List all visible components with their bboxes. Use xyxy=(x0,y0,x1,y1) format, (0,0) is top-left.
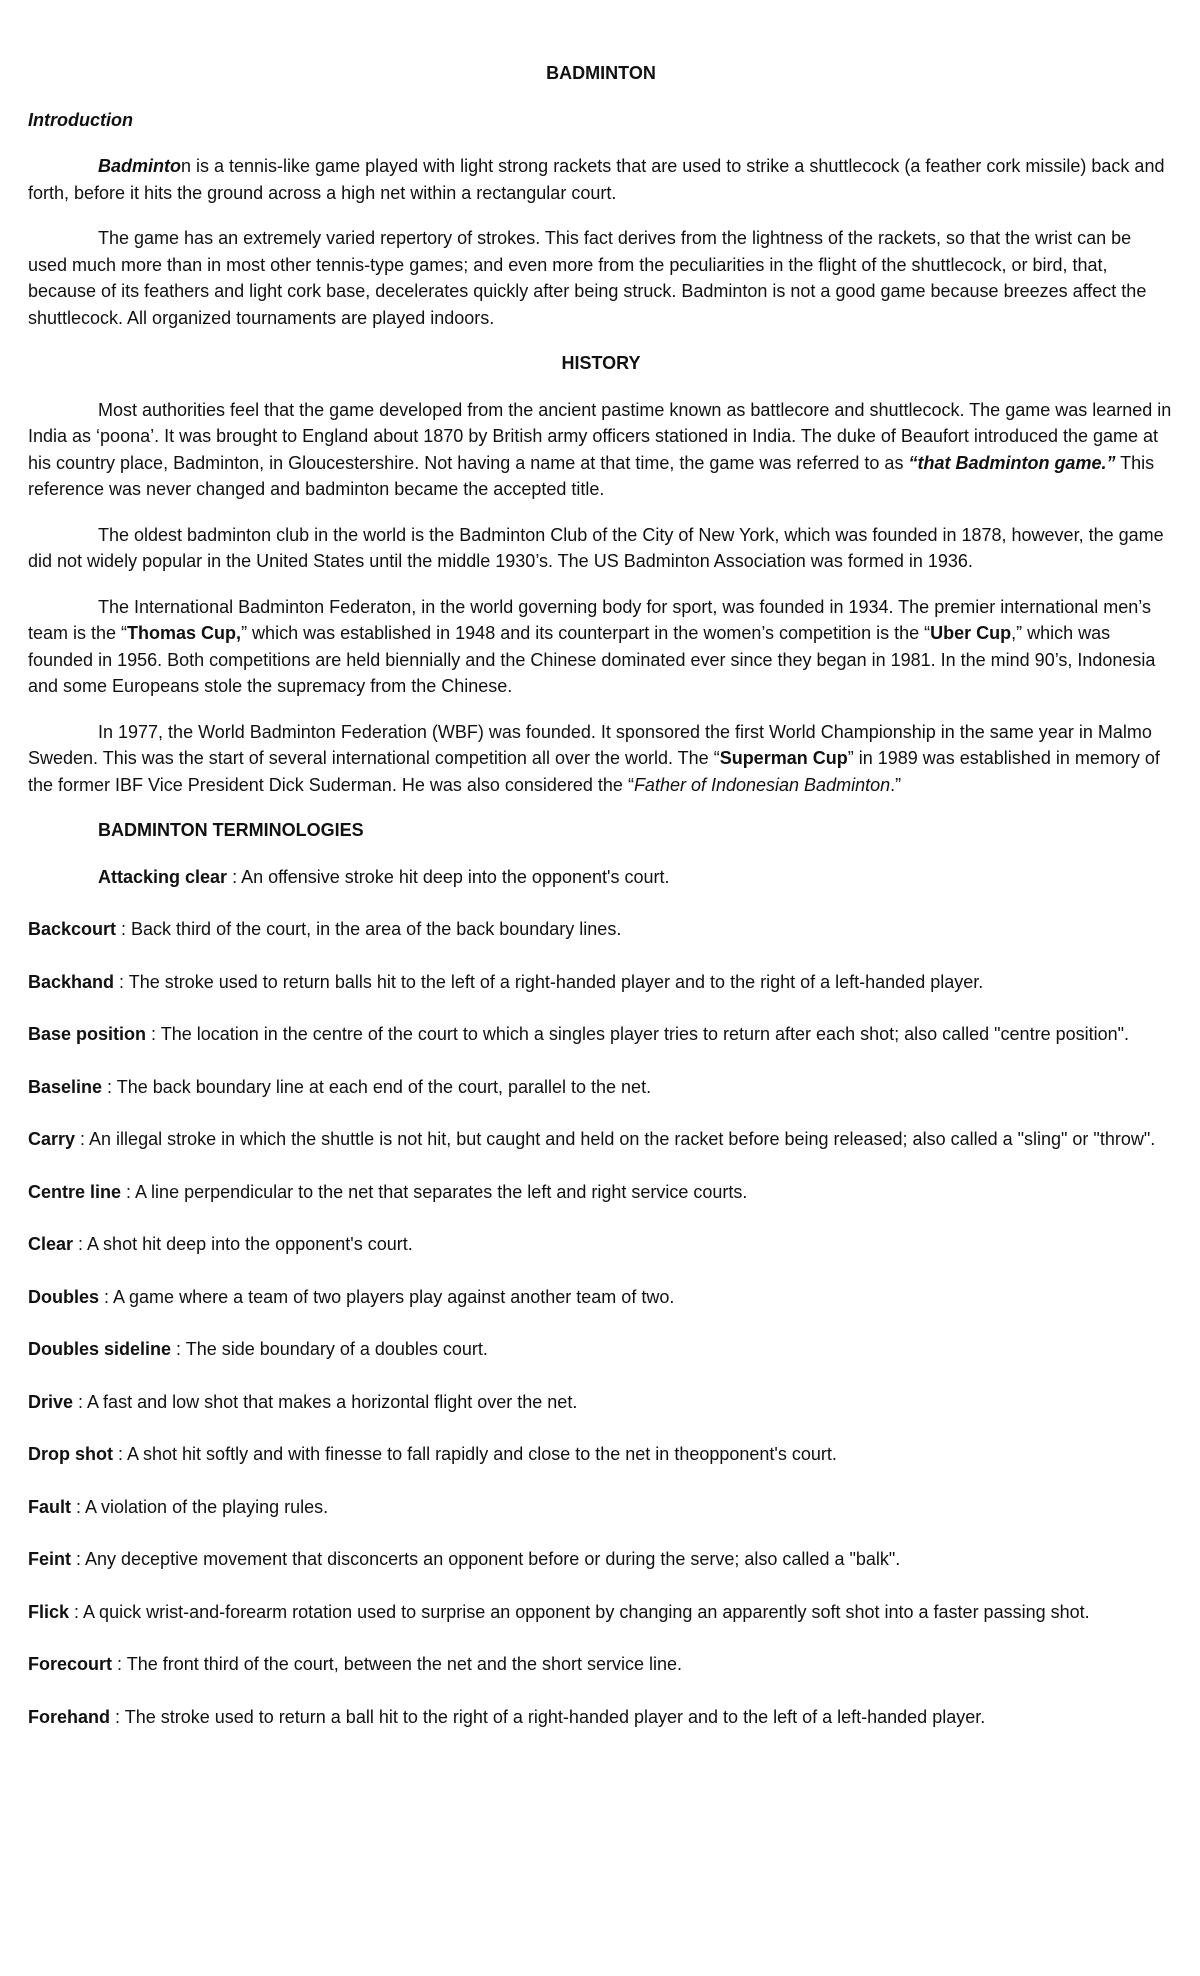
term-name: Carry xyxy=(28,1129,76,1149)
term-name: Doubles xyxy=(28,1286,100,1307)
history-paragraph-4 xyxy=(28,719,1174,799)
history-p3-a: The International Badminton Federaton, in the world governing body for sport, was founded in 1934. The premier international men’s team is the “ xyxy=(28,596,1151,643)
intro-paragraph-1 xyxy=(28,153,1174,206)
history-p1-text: Most authorities feel that the game developed from the ancient pastime known as battlecore and shuttlecock. The game was learned in India as ‘poona’. It was brought to England about 1870 by British army officers stationed in India. The duke of Beaufort introduced the game at his country place, Badminton, in Gloucestershire. Not having a name at that time, the game was referred to as xyxy=(28,399,1172,473)
term-item xyxy=(28,1284,1174,1311)
term-name: Flick xyxy=(28,1601,70,1622)
term-item xyxy=(28,1704,1174,1731)
term-item xyxy=(28,864,1174,891)
term-definition: : The front third of the court, between the net and the short service line. xyxy=(112,1654,683,1674)
history-paragraph-3 xyxy=(28,594,1174,700)
term-name: Feint xyxy=(28,1549,71,1569)
badminton-emphasis: Badminto xyxy=(98,156,181,176)
terminologies-heading: BADMINTON TERMINOLOGIES xyxy=(98,820,364,840)
term-definition: : A shot hit softly and with finesse to fall rapidly and close to the net in theopponent's court. xyxy=(113,1444,837,1464)
term-item xyxy=(28,1494,1174,1521)
term-name: Doubles sideline xyxy=(28,1339,172,1359)
term-definition: : An illegal stroke in which the shuttle is not hit, but caught and held on the racket before being released; also called a "sling" or "throw". xyxy=(75,1129,1156,1149)
term-definition: : A game where a team of two players play against another team of two. xyxy=(99,1286,675,1307)
term-name: Drive xyxy=(28,1391,74,1412)
intro-paragraph-1-text: n is a tennis-like game played with light strong rackets that are used to strike a shuttlecock (a feather cork missile) back and forth, before it hits the ground across a high net within a rectangular court. xyxy=(28,156,1165,203)
term-name: Backhand xyxy=(28,971,115,992)
term-name: Forehand xyxy=(28,1706,111,1727)
father-of-indonesian-badminton: Father of Indonesian Badminton xyxy=(633,774,891,795)
term-definition: : A quick wrist-and-forearm rotation used to surprise an opponent by changing an apparently soft shot into a faster passing shot. xyxy=(69,1601,1090,1622)
term-name: Attacking clear xyxy=(98,866,228,887)
history-p3-e: ,” which was founded in 1956. Both competitions are held biennially and the Chinese dominated ever since they began in 1981. In the mind 90’s, Indonesia and some Europeans stole the supremacy from the Chinese. xyxy=(28,623,1156,696)
term-definition: : A violation of the playing rules. xyxy=(71,1496,329,1517)
term-item xyxy=(28,1651,1174,1678)
history-p4-a: In 1977, the World Badminton Federation (WBF) was founded. It sponsored the first World Championship in the same year in Malmo Sweden. This was the start of several international competition all over the world. The “ xyxy=(28,721,1152,768)
history-p3-c: ” which was established in 1948 and its counterpart in the women’s competition is the “ xyxy=(241,623,931,643)
term-item xyxy=(28,1599,1174,1626)
term-item xyxy=(28,1021,1174,1048)
history-p4-c: ” in 1989 was established in memory of the former IBF Vice President Dick Suderman. He was also considered the “ xyxy=(28,748,1160,795)
term-definition: : An offensive stroke hit deep into the opponent's court. xyxy=(227,866,670,887)
term-definition: : A line perpendicular to the net that separates the left and right service courts. xyxy=(121,1181,748,1202)
term-definition: : Any deceptive movement that disconcerts an opponent before or during the serve; also called a "balk". xyxy=(71,1549,901,1569)
term-item xyxy=(28,916,1174,943)
term-definition: : A fast and low shot that makes a horizontal flight over the net. xyxy=(73,1391,578,1412)
history-p1-quote: “that Badminton game.” xyxy=(908,452,1116,473)
term-name: Centre line xyxy=(28,1181,122,1202)
term-item xyxy=(28,1546,1174,1573)
introduction-heading: Introduction xyxy=(28,109,133,130)
history-paragraph-1 xyxy=(28,397,1174,503)
term-name: Baseline xyxy=(28,1076,103,1097)
term-name: Clear xyxy=(28,1234,74,1254)
term-name: Forecourt xyxy=(28,1654,113,1674)
intro-paragraph-2: The game has an extremely varied repertory of strokes. This fact derives from the lightness of the rackets, so that the wrist can be used much more than in most other tennis-type games; and even more from the peculiarities in the flight of the shuttlecock, or bird, that, because of its feathers and light cork base, decelerates quickly after being struck. Badminton is not a good game because breezes affect the shuttlecock. All organized tournaments are played indoors. xyxy=(28,228,1147,328)
term-name: Drop shot xyxy=(28,1444,113,1464)
term-name: Fault xyxy=(28,1496,71,1517)
term-item xyxy=(28,969,1174,996)
term-name: Base position xyxy=(28,1024,147,1044)
superman-cup: Superman Cup xyxy=(719,748,848,768)
term-item xyxy=(28,1231,1174,1258)
term-item xyxy=(28,1179,1174,1206)
uber-cup: Uber Cup xyxy=(930,623,1012,643)
term-item xyxy=(28,1074,1174,1101)
term-definition: : The stroke used to return balls hit to the left of a right-handed player and to the right of a left-handed player. xyxy=(114,971,984,992)
term-definition: : The back boundary line at each end of the court, parallel to the net. xyxy=(102,1076,652,1097)
history-p4-e: .” xyxy=(890,774,902,795)
page-title: BADMINTON xyxy=(546,63,656,83)
history-paragraph-2: The oldest badminton club in the world is the Badminton Club of the City of New York, which was founded in 1878, however, the game did not widely popular in the United States until the middle 1930’s. The US Badminton Association was formed in 1936. xyxy=(28,524,1164,571)
term-item xyxy=(28,1441,1174,1468)
thomas-cup: Thomas Cup, xyxy=(127,623,242,643)
term-definition: : The side boundary of a doubles court. xyxy=(171,1339,488,1359)
term-item xyxy=(28,1126,1174,1153)
term-definition: : Back third of the court, in the area of the back boundary lines. xyxy=(116,919,622,939)
term-item xyxy=(28,1336,1174,1363)
history-p1-after: This reference was never changed and badminton became the accepted title. xyxy=(28,452,1155,499)
term-definition: : The location in the centre of the court to which a singles player tries to return after each shot; also called "centre position". xyxy=(146,1024,1130,1044)
term-item xyxy=(28,1389,1174,1416)
term-definition: : The stroke used to return a ball hit to the right of a right-handed player and to the left of a left-handed player. xyxy=(110,1706,986,1727)
history-heading: HISTORY xyxy=(561,353,641,373)
term-name: Backcourt xyxy=(28,919,117,939)
term-definition: : A shot hit deep into the opponent's court. xyxy=(73,1234,413,1254)
